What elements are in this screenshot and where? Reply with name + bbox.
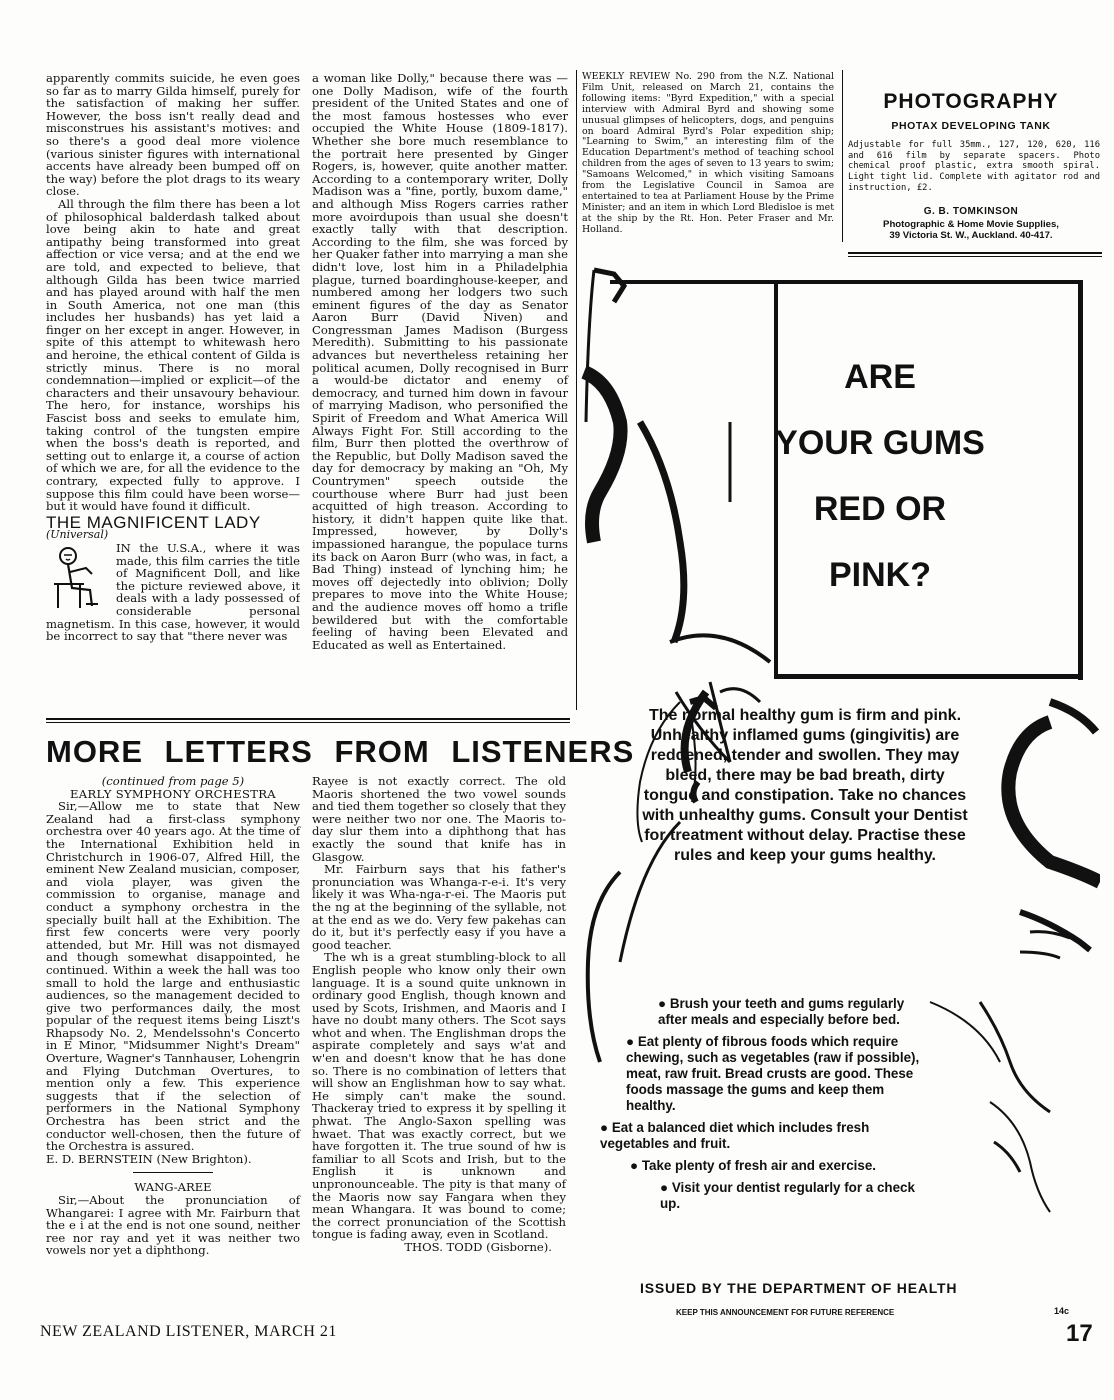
issued-by-line: ISSUED BY THE DEPARTMENT OF HEALTH [640,1280,958,1296]
gilda-review-paragraph: apparently commits suicide, he even goes so far as to marry Gilda himself, purely for the satisfaction of making her suffer. However, the boss isn't really dead and misconstrues his assistant's motives: and so there's a good deal more violence (various sinister figures with international accents have already been bumped off on the way) before the plot drags to its weary close. [46,71,300,199]
wang-aree-letter-continued: Rayee is not exactly correct. The old Maoris shortened the two vowel sounds and tied them together so closely that they were neither two nor one. The Maoris to-day slur them into a diphthong that has exactly the sound that knife has in Glasgow. [312,774,566,864]
keep-announcement-note: KEEP THIS ANNOUNCEMENT FOR FUTURE REFERENCE [676,1308,895,1317]
letters-top-rule [46,718,570,720]
reviewer-stick-figure-icon [46,544,108,612]
photography-advert [842,70,1100,242]
wang-aree-letter-continued: The wh is a great stumbling-block to all English people who know only their own language. It is a sound quite unknown in ordinary good English, though known and used by Scots, Irishmen, and Maoris and I have no doubt many others. The Scot says whot and when. The Englishman drops the aspirate completely and says w'at and w'en and doesn't know that he has done so. There is no combination of letters that will show an Englishman how to say what. He simply can't make the sound. Thackeray tried to express it by spelling it phwat. The Anglo-Saxon spelling was hwaet. That was exactly correct, but we have forgotten it. The true sound of hw is familiar to all Scots and Irish, but to the English it is unknown and unpronounceable. The pity is that many of the Maoris now say Fangara when they mean Whangara. It was bound to come; the correct pronunciation of the Scottish tongue is fading away, even in Scotland. [312,950,566,1242]
review-column-2 [312,72,568,651]
photography-title: PHOTOGRAPHY [883,90,1059,113]
seller-name: G. B. TOMKINSON [923,206,1019,217]
wang-aree-letter-continued: Mr. Fairburn says that his father's pronunciation was Whanga-r-e-i. It's very likely it was Wha-nga-r-ei. The Maoris put the ng at the beginning of the syllable, not at the end as we do. Very few pakehas can do it, but it's perfectly easy if you have a good teacher. [312,862,566,952]
magnificent-lady-review-continued: a woman like Dolly," because there was —one Dolly Madison, wife of the fourth president of the United States and one of the most famous hostesses who ever occupied the White House (1809-1817). Whether she bore much resemblance to the portrait here presented by Ginger Rogers, is, however, quite another matter. According to a contemporary writer, Dolly Madison was a "fine, portly, buxom dame," and although Miss Rogers carries rather more avoirdupois than usual she doesn't exactly tally with that description. According to the film, she was forced by her Quaker father into marrying a man she didn't love, lost him in a Philadelphia plague, turned boardinghouse-keeper, and numbered among her lodgers two such eminent figures of the day as Senator Aaron Burr (David Niven) and Congressman James Madison (Burgess Meredith). Submitting to his passionate advances but nevertheless retaining her political acumen, Dolly recognised in Burr a would-be dictator and enemy of democracy, and turned him down in favour of marrying Madison, who personified the Spirit of Freedom and What America Will Always Fight For. Still according to the film, Burr then plotted the overthrow of the Republic, but Dolly Madison saved the day for democracy by making an "Oh, My Countrymen" speech outside the courthouse where Burr had just been acquitted of high treason. According to history, it didn't happen quite like that. Impressed, however, by Dolly's impassioned harangue, the populace turns its back on Aaron Burr (who was, in fact, a Bad Thing) instead of lynching him; he moves off dejectedly into oblivion; Dolly prepares to move into the White House; and the audience moves off homo a trifle bewildered but with the comfortable feeling of having been Elevated and Educated as well as Entertained. [312,71,568,652]
continued-note: (continued from page 5) [101,774,245,788]
weekly-review-notice [582,72,834,236]
headline-line: PINK? [829,556,931,594]
symphony-letter-signature: E. D. BERNSTEIN (New Brighton). [46,1151,252,1166]
gums-tips-list [600,996,920,1212]
publication-footer: NEW ZEALAND LISTENER, MARCH 21 [40,1323,337,1340]
photax-description: Adjustable for full 35mm., 127, 120, 620, 116 and 616 film by separate spacers. Photo chemical proof plastic, extra smooth spiral. Light tight lid. Complete with agitator rod and instruction, £2. [848,140,1100,193]
headline-line: ARE [844,358,916,396]
gilda-review-paragraph: All through the film there has been a lot of philosophical balderdash talked about love being akin to hate and great antipathy being transformed into great affection or vice versa; and at the end we are told, and expected to believe, that although Gilda has been twice married and has played around with half the men in South America, not one man (this includes her husbands) has yet laid a finger on her except in anger. However, in spite of this attempt to whitewash hero and heroine, the ethical content of Gilda is strictly minus. There is no moral condemnation—implied or explicit—of the characters and their unsavoury behaviour. The hero, for instance, worships his Fascist boss and seeks to emulate him, taking control of the tungsten empire when the boss's death is reported, and setting out to enlarge it, a course of action of which we are, for all the evidence to the contrary, expected fully to approve. I suppose this film could have been worse—but it would have found it difficult. [46,196,300,514]
gums-body-text [640,706,970,866]
wang-aree-heading: WANG-AREE [134,1180,212,1195]
letters-column-2 [312,775,566,1254]
gums-health-advert [580,262,1100,1324]
tip-item: ● Eat plenty of fibrous foods which require chewing, such as vegetables (raw if possible), meat, raw fruit. Bread crusts are good. These foods massage the gums and keep them healthy. [626,1034,920,1113]
ad-code: 14c [1054,1306,1070,1316]
headline-line: YOUR GUMS [775,424,985,462]
wang-aree-letter-signature: THOS. TODD (Gisborne). [404,1239,552,1254]
weekly-review-text: WEEKLY REVIEW No. 290 from the N.Z. National Film Unit, released on March 21, contains the following items: "Byrd Expedition," with a special interview with Admiral Byrd and showing some unusual glimpses of helicopters, dogs, and penguins on board Admiral Byrd's Polar expedition ship; "Learning to Swim," an interesting film of the Education Department's method of teaching school children from the ages of seven to 13 years to swim; "Samoans Welcomed," in which visiting Samoans from the Legislative Council in Samoa are entertained to tea at Parliament House by the Prime Minister; and an item in which Lord Bledisloe is met at the ship by the Rt. Hon. Peter Fraser and Mr. Holland. [582,71,834,235]
letters-heading: MORE LETTERS FROM LISTENERS [46,734,635,769]
magnificent-lady-review: IN the U.S.A., where it was made, this film carries the title of Magnificent Doll, and like the picture reviewed above, it deals with a lady possessed of considerable personal magnetism. In this case, however, it would be incorrect to say that "there never was [46,541,300,643]
seller-address-line-2: 39 Victoria St. W., Auckland. 40-417. [889,230,1053,241]
page-number: 17 [1066,1320,1093,1347]
tip-item: ● Visit your dentist regularly for a check up. [660,1180,915,1211]
gums-body-text-content: The normal healthy gum is firm and pink. Unhealthy inflamed gums (gingivitis) are reddened, tender and swollen. They may bleed, there may be bad breath, dirty tongue and constipation. Take no chances with unhealthy gums. Consult your Dentist for treatment without delay. Practise these rules and keep your gums healthy. [642,707,968,864]
photo-ad-bottom-rule [848,252,1102,254]
symphony-letter-body: Sir,—Allow me to state that New Zealand had a first-class symphony orchestra over 40 years ago. At the time of the International Exhibition held in Christchurch in 1906-07, Alfred Hill, the eminent New Zealand musician, composer, and viola player, was given the commission to organise, manage and conduct a symphony orchestra in the specially built hall at the Exhibition. The first few concerts were very poorly attended, but Mr. Hill was not dismayed and though somewhat disappointed, he continued. Within a week the hall was too small to hold the large and enthusiastic audiences, so the management decided to give two performances daily, the most popular of the request items being Liszt's Rhapsody No. 2, Mendelssohn's Concerto in E Minor, "Midsummer Night's Dream" Overture, Wagner's Tannhauser, Lohengrin and Flying Dutchman Overtures, to mention only a few. This experience suggests that if the selection of performers in the National Symphony Orchestra has been strict and the conductor well-chosen, then the future of the Orchestra is assured. [46,799,300,1154]
tip-item: ● Brush your teeth and gums regularly after meals and especially before bed. [658,996,905,1027]
wang-aree-letter-body: Sir,—About the pronunciation of Whangarei: I agree with Mr. Fairburn that the e i at the end is not one sound, neither ree nor ray and yet it was neither two vowels nor yet a diphthong. [46,1193,300,1258]
tip-item: ● Take plenty of fresh air and exercise. [630,1158,876,1173]
column-divider [576,70,577,710]
headline-line: RED OR [813,490,947,528]
symphony-letter-heading: EARLY SYMPHONY ORCHESTRA [70,786,276,801]
seller-address-line-1: Photographic & Home Movie Supplies, [883,219,1059,230]
studio-credit: (Universal) [46,528,109,542]
review-column-1 [46,72,300,643]
tip-item: ● Eat a balanced diet which includes fresh vegetables and fruit. [600,1120,870,1151]
magnificent-lady-heading: THE MAGNIFICENT LADY [46,512,261,532]
letters-column-1 [46,775,300,1257]
gums-headline [730,344,1030,608]
photax-subtitle: PHOTAX DEVELOPING TANK [891,120,1051,132]
